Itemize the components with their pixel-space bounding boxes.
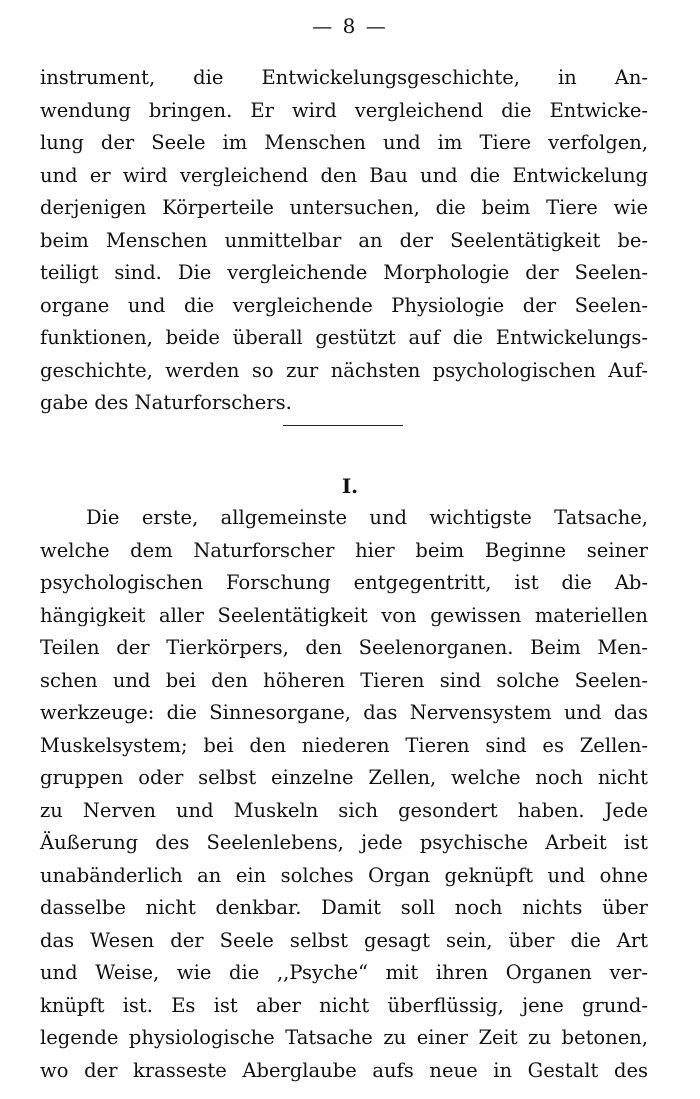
text-line: welche dem Naturforscher hier beim Beginne seiner: [40, 538, 648, 562]
text-line: und Weise, wie die ,,Psyche“ mit ihren Organen ver-: [40, 961, 648, 984]
text-line: dasselbe nicht denkbar. Damit soll noch nichts über: [40, 896, 648, 919]
text-line: funktionen, beide überall gestützt auf die Entwickelungs-: [40, 326, 648, 349]
text-line: teiligt sind. Die vergleichende Morphologie der Seelen-: [40, 261, 648, 284]
text-line: wendung bringen. Er wird vergleichend die Entwicke-: [40, 98, 648, 122]
text-line: gabe des Naturforschers.: [40, 391, 292, 414]
text-line: das Wesen der Seele selbst gesagt sein, über die Art: [40, 928, 648, 952]
text-line: und er wird vergleichend den Bau und die Entwickelung: [40, 163, 648, 187]
text-line: wo der krasseste Aberglaube aufs neue in Gestalt des: [40, 1058, 648, 1082]
section-divider: [283, 425, 403, 426]
paragraph-continuation: [40, 62, 648, 420]
text-line: geschichte, werden so zur nächsten psychologischen Auf-: [40, 358, 648, 382]
text-line: instrument, die Entwickelungsgeschichte, in An-: [40, 66, 648, 89]
text-line: Teilen der Tierkörpers, den Seelenorganen. Beim Men-: [40, 636, 648, 659]
text-line: legende physiologische Tatsache zu einer Zeit zu betonen,: [40, 1026, 648, 1049]
text-line: gruppen oder selbst einzelne Zellen, welche noch nicht: [40, 766, 648, 789]
text-line: hängigkeit aller Seelentätigkeit von gewissen materiellen: [40, 603, 648, 627]
paragraph-section-one: [40, 502, 648, 1087]
text-line: werkzeuge: die Sinnesorgane, das Nervensystem und das: [40, 701, 648, 724]
text-line: beim Menschen unmittelbar an der Seelentätigkeit be-: [40, 228, 648, 252]
text-line: zu Nerven und Muskeln sich gesondert haben. Jede: [40, 798, 648, 822]
text-line: Die erste, allgemeinste und wichtigste Tatsache,: [86, 506, 648, 529]
text-line: schen und bei den höheren Tieren sind solche Seelen-: [40, 668, 648, 692]
text-line: derjenigen Körperteile untersuchen, die beim Tiere wie: [40, 196, 648, 219]
section-heading: I.: [341, 474, 359, 498]
text-line: lung der Seele im Menschen und im Tiere verfolgen,: [40, 131, 648, 154]
text-line: organe und die vergleichende Physiologie der Seelen-: [40, 293, 648, 317]
page-number: — 8 —: [312, 14, 388, 38]
text-line: Muskelsystem; bei den niederen Tieren sind es Zellen-: [40, 733, 648, 757]
text-line: knüpft ist. Es ist aber nicht überflüssig, jene grund-: [40, 993, 648, 1017]
text-line: Äußerung des Seelenlebens, jede psychische Arbeit ist: [40, 831, 648, 854]
text-line: unabänderlich an ein solches Organ geknüpft und ohne: [40, 863, 648, 887]
text-line: psychologischen Forschung entgegentritt, ist die Ab-: [40, 571, 648, 594]
